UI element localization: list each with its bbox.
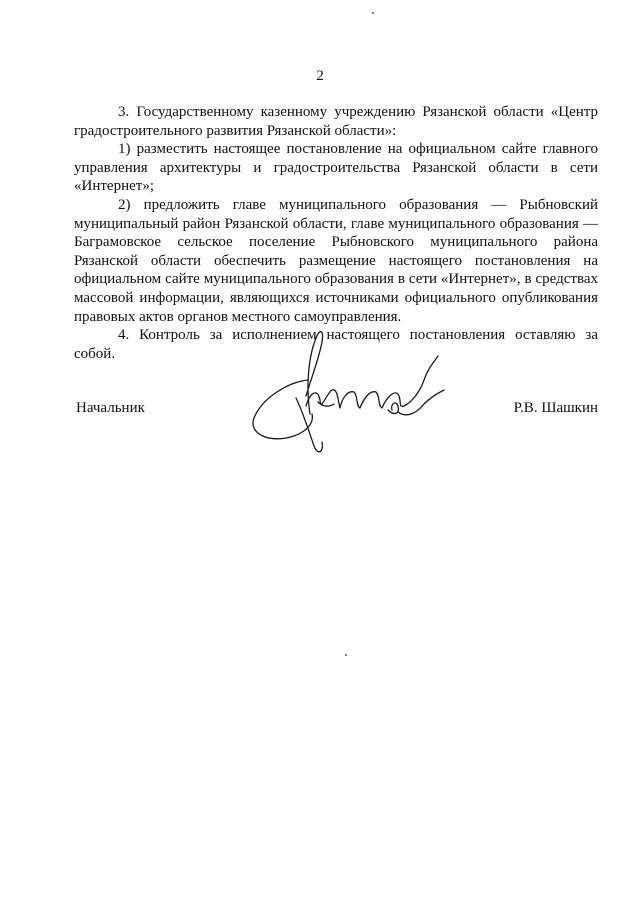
scan-speck: [372, 12, 374, 14]
signatory-role: Начальник: [76, 400, 145, 416]
page-number: 2: [316, 68, 324, 84]
paragraph-item-4: 4. Контроль за исполнением настоящего постановления оставляю за собой.: [74, 327, 598, 362]
subparagraph-1: 1) разместить настоящее постановление на официальном сайте главного управления архитектуры и градостроительства Рязанской области в сети «Интернет»;: [74, 141, 598, 195]
signatory-name: Р.В. Шашкин: [513, 400, 598, 416]
signature-block: [74, 396, 598, 420]
subparagraph-2: 2) предложить главе муниципального образования — Рыбновский муниципальный район Рязанской области, главе муниципального образования — Баграмовское сельское поселение Рыбновского муниципального района Рязанской области обеспечить размещение настоящего постановления на официальном сайте муниципального образования в сети «Интернет», в средствах массовой информации, являющихся источниками официального опубликования правовых актов органов местного самоуправления.: [74, 196, 598, 325]
scan-speck: [345, 654, 347, 656]
paragraph-item-3: 3. Государственному казенному учреждению Рязанской области «Центр градостроительного развития Рязанской области»:: [74, 104, 598, 139]
handwritten-signature: [248, 318, 448, 468]
